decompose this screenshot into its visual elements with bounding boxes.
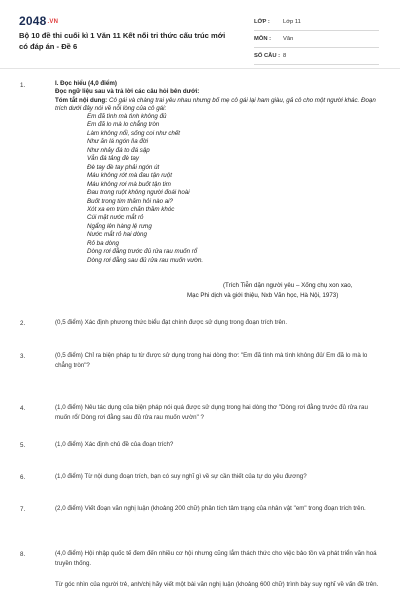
reading-heading: I. Đọc hiểu (4,0 điểm) [55, 80, 117, 87]
poem-line: Buốt trong tim thăm hỏi nào ai? [87, 197, 173, 205]
poem-line: Vẫn đá tảng đè tay [87, 155, 139, 163]
meta-key: SỐ CÂU : [254, 53, 281, 59]
meta-key: MÔN : [254, 36, 272, 42]
meta-value: Văn [283, 36, 294, 42]
question-number: 6. [20, 474, 26, 481]
poem-line: Đau trong ruột không người đoái hoài [87, 189, 190, 197]
poem-line: Máu không rơi mà buốt tận tim [87, 180, 171, 188]
poem-line: Rỏ ba dòng [87, 239, 119, 247]
poem-line: Em đã tình mà tình không đủ [87, 113, 167, 120]
question-text: (1,0 điểm) Xác định chủ đề của đoạn trích? [55, 441, 174, 448]
question-number: 5. [20, 442, 26, 449]
question-number: 7. [20, 506, 26, 513]
poem-line: Ngẩng lên hàng lệ rưng [87, 222, 152, 230]
poem-line: Đè tay đè tay phải ngón út [87, 163, 160, 171]
summary-label: Tóm tắt nội dung: [55, 96, 108, 104]
poem-line: Như ăn lá ngón lìa đời [87, 138, 148, 146]
poem-line: Như nhảy đá to đá sập [87, 146, 150, 154]
poem [87, 113, 297, 265]
question-text: (0,5 điểm) Chỉ ra biện pháp tu từ được sử dụng trong hai dòng thơ: "Em đã tình mà tình không đủ/ Em đã lo mà lo chẳng tròn"? [55, 352, 368, 369]
document-title: Bộ 10 đề thi cuối kì 1 Văn 11 Kết nối tri thức cấu trúc mới có đáp án - Đề 6 [19, 31, 226, 51]
site-logo[interactable] [19, 14, 58, 28]
citation-line-1: (Trích Tiễn dặn người yêu – Xống chụ xon xao, [223, 282, 353, 289]
question-text: (4,0 điểm) Hội nhập quốc tế đem đến nhiều cơ hội nhưng cũng lắm thách thức cho việc bảo tồn và phát triển văn hoá truyền thống. [55, 550, 377, 567]
summary-text: Cô gái và chàng trai yêu nhau nhưng bố mẹ cô gái lại ham giàu, gả cô cho một người khác. Đoạn trích dưới đây nói về nỗi lòng của cô gái: [55, 96, 376, 113]
question-text: (1,0 điểm) Từ nội dung đoạn trích, bạn có suy nghĩ gì về sự cần thiết của tự do yêu đương? [55, 473, 307, 480]
document-header [0, 0, 400, 65]
logo-suffix: .VN [47, 19, 59, 25]
question-text: (0,5 điểm) Xác định phương thức biểu đạt chính được sử dụng trong đoạn trích trên. [55, 319, 288, 326]
reading-instruction: Đọc ngữ liệu sau và trả lời các câu hỏi bên dưới: [55, 88, 200, 96]
citation-line-2: Mạc Phi dịch và giới thiệu, Nxb Văn học, Hà Nội, 1973) [187, 292, 339, 299]
question-text-continued: Từ góc nhìn của người trẻ, anh/chị hãy viết một bài văn nghị luận (khoảng 600 chữ) trình bày suy nghĩ về vấn đề trên. [55, 581, 379, 588]
poem-line: Xót xa em trùm chăn thầm khóc [87, 205, 175, 213]
poem-line: Cúi mặt nước mắt rỏ [87, 214, 144, 222]
question-number: 3. [20, 353, 26, 360]
meta-row-subject [254, 31, 379, 48]
meta-value: Lớp 11 [283, 19, 301, 25]
poem-line: Dòng rơi đằng trước đủ rửa rau muốn rổ [87, 248, 198, 256]
poem-line: Máu không rớt mà đau tận ruột [87, 172, 172, 180]
meta-value: 8 [283, 53, 287, 59]
poem-line: Em đã lo mà lo chẳng tròn [87, 121, 160, 129]
reading-section [55, 80, 385, 114]
question-number: 8. [20, 551, 26, 558]
header-divider [0, 68, 400, 69]
document-meta [254, 14, 379, 65]
question-number: 4. [20, 405, 26, 412]
poem-line: Làm không nổi, sống coi như chết [87, 129, 181, 137]
meta-row-count [254, 48, 379, 65]
reading-summary [55, 97, 385, 114]
question-number: 2. [20, 320, 26, 327]
poem-line: Dòng rơi đằng sau đủ rửa rau muốn vườn. [87, 256, 204, 264]
question-number: 1. [20, 82, 26, 89]
logo-text: 2048 [19, 14, 47, 28]
question-text: (2,0 điểm) Viết đoạn văn nghị luận (khoảng 200 chữ) phân tích tâm trạng của nhân vật "em" trong đoạn trích trên. [55, 505, 366, 512]
meta-key: LỚP : [254, 19, 270, 25]
question-text: (1,0 điểm) Nêu tác dụng của biện pháp nói quá được sử dụng trong hai dòng thơ "Dòng rơi đằng trước đủ rửa rau muốn rổ/ Dòng rơi đằng sau đủ rửa rau muốn vườn" ? [55, 404, 368, 421]
poem-line: Nước mắt rỏ hai dòng [87, 231, 147, 239]
meta-row-class [254, 14, 379, 31]
